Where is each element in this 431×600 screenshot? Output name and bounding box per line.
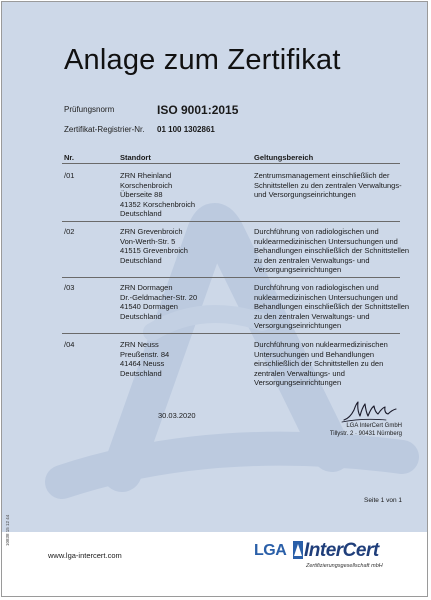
site-line: 41464 Neuss bbox=[120, 359, 165, 368]
table-divider bbox=[62, 333, 400, 334]
row-scope bbox=[254, 227, 410, 275]
scope-line: Behandlungen einschließlich der Schnittstellen bbox=[254, 302, 410, 311]
scope-line: Versorgungseinrichtungen bbox=[254, 378, 342, 387]
scope-line: Versorgungseinrichtungen bbox=[254, 265, 342, 274]
scope-line: Untersuchungen und Behandlungen bbox=[254, 349, 375, 359]
logo-tagline: Zertifizierungsgesellschaft mbH bbox=[306, 563, 383, 569]
scope-line: einschließlich der Schnittstellen zu den bbox=[254, 359, 384, 368]
row-number: /02 bbox=[64, 227, 75, 236]
standard-value: ISO 9001:2015 bbox=[157, 103, 239, 117]
site-line: ZRN Neuss bbox=[120, 340, 159, 349]
scope-line: Durchführung von radiologischen und bbox=[254, 227, 379, 236]
registry-label: Zertifikat-Registrier-Nr. bbox=[64, 125, 145, 134]
signature-image bbox=[340, 398, 400, 424]
scope-line: Schnittstellen zu den zentralen Verwaltungs- bbox=[254, 180, 402, 190]
scope-line: Versorgungseinrichtungen bbox=[254, 321, 342, 330]
row-scope bbox=[254, 283, 410, 331]
header-scope: Geltungsbereich bbox=[254, 153, 314, 162]
site-line: Korschenbroich bbox=[120, 180, 173, 190]
site-line: ZRN Dormagen bbox=[120, 283, 173, 292]
row-site bbox=[120, 171, 250, 219]
scope-line: Zentrumsmanagement einschließlich der bbox=[254, 171, 390, 180]
table-divider bbox=[62, 221, 400, 222]
page-number: Seite 1 von 1 bbox=[364, 497, 402, 504]
issuer-address: Tillystr. 2 · 90431 Nürnberg bbox=[329, 431, 402, 437]
issuer-company: LGA InterCert GmbH bbox=[346, 423, 402, 429]
site-line: Überseite 88 bbox=[120, 190, 163, 199]
row-number: /01 bbox=[64, 171, 75, 180]
row-scope bbox=[254, 340, 400, 388]
row-site bbox=[120, 283, 250, 321]
scope-line: Behandlungen einschließlich der Schnittstellen bbox=[254, 246, 410, 255]
site-line: 41540 Dormagen bbox=[120, 302, 178, 311]
scope-line: Durchführung von nuklearmedizinischen bbox=[254, 340, 388, 349]
site-line: Dr.-Geldmacher-Str. 20 bbox=[120, 292, 198, 302]
table-divider bbox=[62, 163, 400, 164]
scope-line: zentralen Verwaltungs- und bbox=[254, 368, 345, 378]
document-code: 10838 15 12 44 bbox=[5, 514, 10, 546]
row-site bbox=[120, 340, 250, 378]
scope-line: Durchführung von radiologischen und bbox=[254, 283, 379, 292]
row-scope bbox=[254, 171, 400, 200]
logo-intercert-text: InterCert bbox=[304, 540, 379, 561]
site-line: Deutschland bbox=[120, 368, 162, 378]
site-line: Preußenstr. 84 bbox=[120, 349, 170, 359]
logo-mark-icon bbox=[293, 541, 303, 559]
page-title: Anlage zum Zertifikat bbox=[64, 44, 341, 76]
header-nr: Nr. bbox=[64, 153, 75, 162]
registry-value: 01 100 1302861 bbox=[157, 125, 215, 134]
scope-line: und Versorgungseinrichtungen bbox=[254, 190, 356, 199]
site-line: 41352 Korschenbroich bbox=[120, 199, 196, 209]
site-line: ZRN Rheinland bbox=[120, 171, 172, 180]
site-line: Deutschland bbox=[120, 209, 162, 218]
site-line: Deutschland bbox=[120, 255, 162, 265]
site-line: ZRN Grevenbroich bbox=[120, 227, 183, 236]
website-link[interactable]: www.lga-intercert.com bbox=[48, 551, 122, 560]
site-line: 41515 Grevenbroich bbox=[120, 246, 188, 255]
logo-lga-text: LGA bbox=[254, 542, 287, 559]
site-line: Von-Werth-Str. 5 bbox=[120, 236, 176, 246]
scope-line: zu den zentralen Verwaltungs- und bbox=[254, 311, 370, 321]
lga-intercert-logo bbox=[254, 539, 404, 573]
issue-date: 30.03.2020 bbox=[158, 411, 196, 420]
header-site: Standort bbox=[120, 153, 151, 162]
row-number: /03 bbox=[64, 283, 75, 292]
scope-line: nuklearmedizinischen Untersuchungen und bbox=[254, 292, 398, 302]
site-line: Deutschland bbox=[120, 311, 162, 321]
scope-line: nuklearmedizinischen Untersuchungen und bbox=[254, 236, 398, 246]
standard-label: Prüfungsnorm bbox=[64, 105, 115, 114]
row-number: /04 bbox=[64, 340, 75, 349]
scope-line: zu den zentralen Verwaltungs- und bbox=[254, 255, 370, 265]
table-divider bbox=[62, 277, 400, 278]
row-site bbox=[120, 227, 250, 265]
